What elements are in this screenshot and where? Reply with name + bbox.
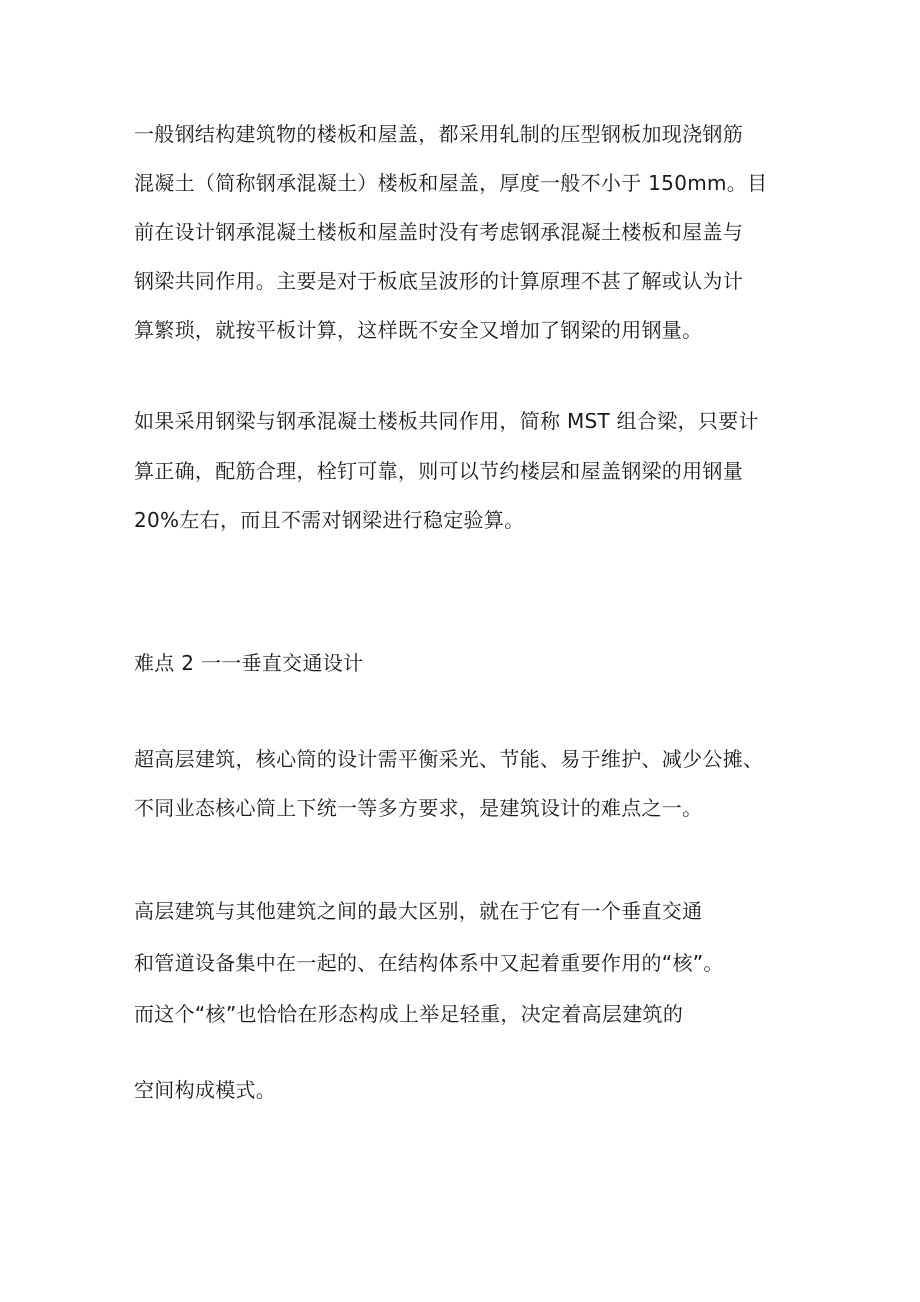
text-line: 不同业态核心筒上下统一等多方要求，是建筑设计的难点之一。 [134, 796, 703, 820]
text-line: 算正确，配筋合理，栓钉可靠，则可以节约楼层和屋盖钢梁的用钢量 [134, 459, 743, 483]
text-line: 而这个“核”也恰恰在形态构成上举足轻重，决定着高层建筑的 [134, 1002, 684, 1026]
text-line: 算繁琐，就按平板计算，这样既不安全又增加了钢梁的用钢量。 [134, 318, 703, 342]
text-line: 混凝土（简称钢承混凝土）楼板和屋盖，厚度一般不小于 150mm。目 [134, 171, 768, 195]
text-line: 如果采用钢梁与钢承混凝土楼板共同作用，简称 MST 组合梁，只要计 [134, 409, 759, 433]
text-line: 一般钢结构建筑物的楼板和屋盖，都采用轧制的压型钢板加现浇钢筋 [134, 122, 743, 146]
text-line: 空间构成模式。 [134, 1078, 277, 1102]
text-line: 高层建筑与其他建筑之间的最大区别，就在于它有一个垂直交通 [134, 899, 703, 923]
text-line: 钢梁共同作用。主要是对于板底呈波形的计算原理不甚了解或认为计 [134, 269, 743, 293]
text-line: 20%左右，而且不需对钢梁进行稳定验算。 [134, 508, 525, 532]
text-line: 超高层建筑，核心筒的设计需平衡采光、节能、易于维护、减少公摊、 [134, 747, 764, 771]
text-line: 和管道设备集中在一起的、在结构体系中又起着重要作用的“核”。 [134, 951, 724, 975]
text-line: 前在设计钢承混凝土楼板和屋盖时没有考虑钢承混凝土楼板和屋盖与 [134, 220, 743, 244]
section-heading: 难点 2 一一垂直交通设计 [134, 651, 364, 675]
